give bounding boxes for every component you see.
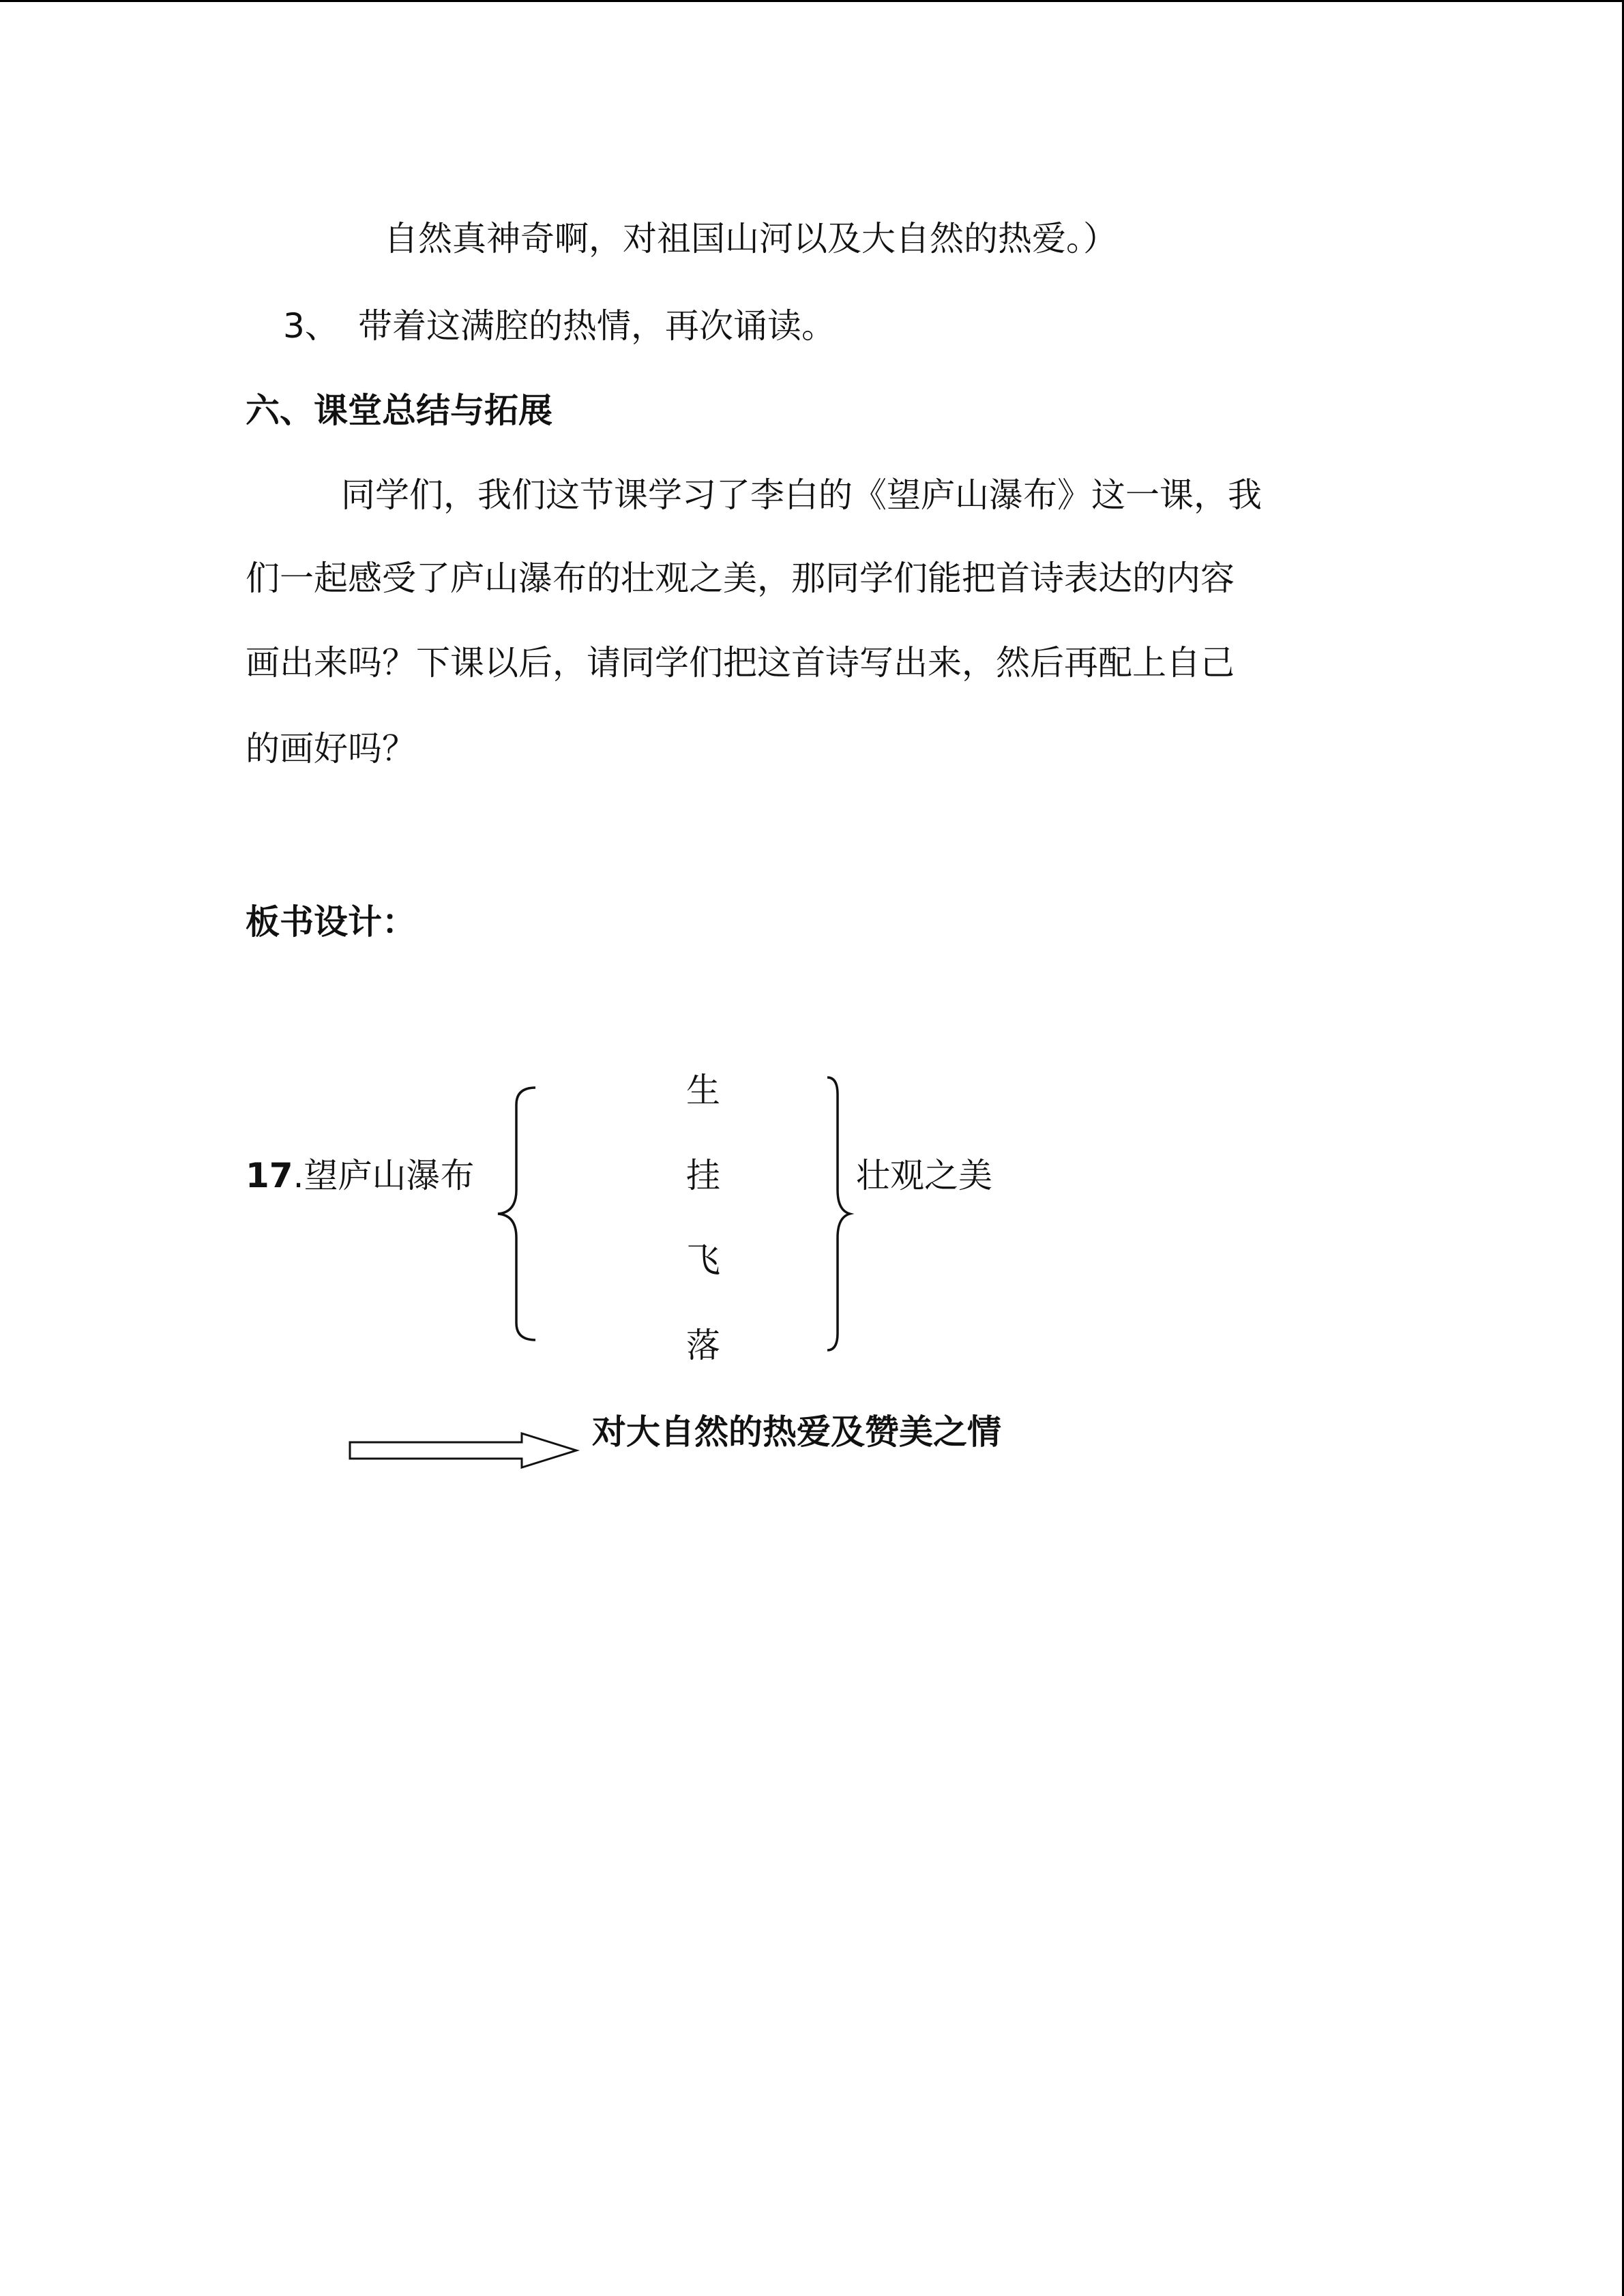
board-verb-fei: 飞 (686, 1240, 720, 1280)
board-verb-gua: 挂 (686, 1156, 720, 1195)
board-summary: 壮观之美 (856, 1156, 992, 1195)
arrow-right-icon (348, 1430, 580, 1471)
paragraph-continuation: 自然真神奇啊，对祖国山河以及大自然的热爱。） (384, 219, 1117, 258)
board-verb-sheng: 生 (686, 1071, 720, 1110)
list-item-3-text: 带着这满腔的热情，再次诵读。 (358, 306, 836, 346)
summary-line-4: 的画好吗？ (246, 729, 416, 769)
board-lesson-number: 17 (246, 1156, 293, 1195)
section-6-heading: 六、课堂总结与拓展 (246, 391, 552, 430)
board-verb-luo: 落 (686, 1326, 720, 1365)
board-emotion: 对大自然的热爱及赞美之情 (592, 1412, 1001, 1452)
summary-line-3: 画出来吗？下课以后，请同学们把这首诗写出来，然后再配上自己 (246, 643, 1235, 683)
page-top-border (0, 0, 1624, 2)
board-lesson-name: .望庐山瀑布 (293, 1156, 475, 1195)
left-brace-icon (494, 1084, 535, 1343)
summary-line-2: 们一起感受了庐山瀑布的壮观之美，那同学们能把首诗表达的内容 (246, 558, 1235, 598)
right-brace-icon (825, 1074, 853, 1354)
board-lesson-title (246, 1154, 475, 1197)
list-item-3 (283, 304, 836, 348)
list-item-3-number: 3、 (283, 306, 339, 346)
board-design-heading: 板书设计： (246, 902, 416, 942)
summary-line-1: 同学们，我们这节课学习了李白的《望庐山瀑布》这一课，我 (341, 475, 1262, 515)
